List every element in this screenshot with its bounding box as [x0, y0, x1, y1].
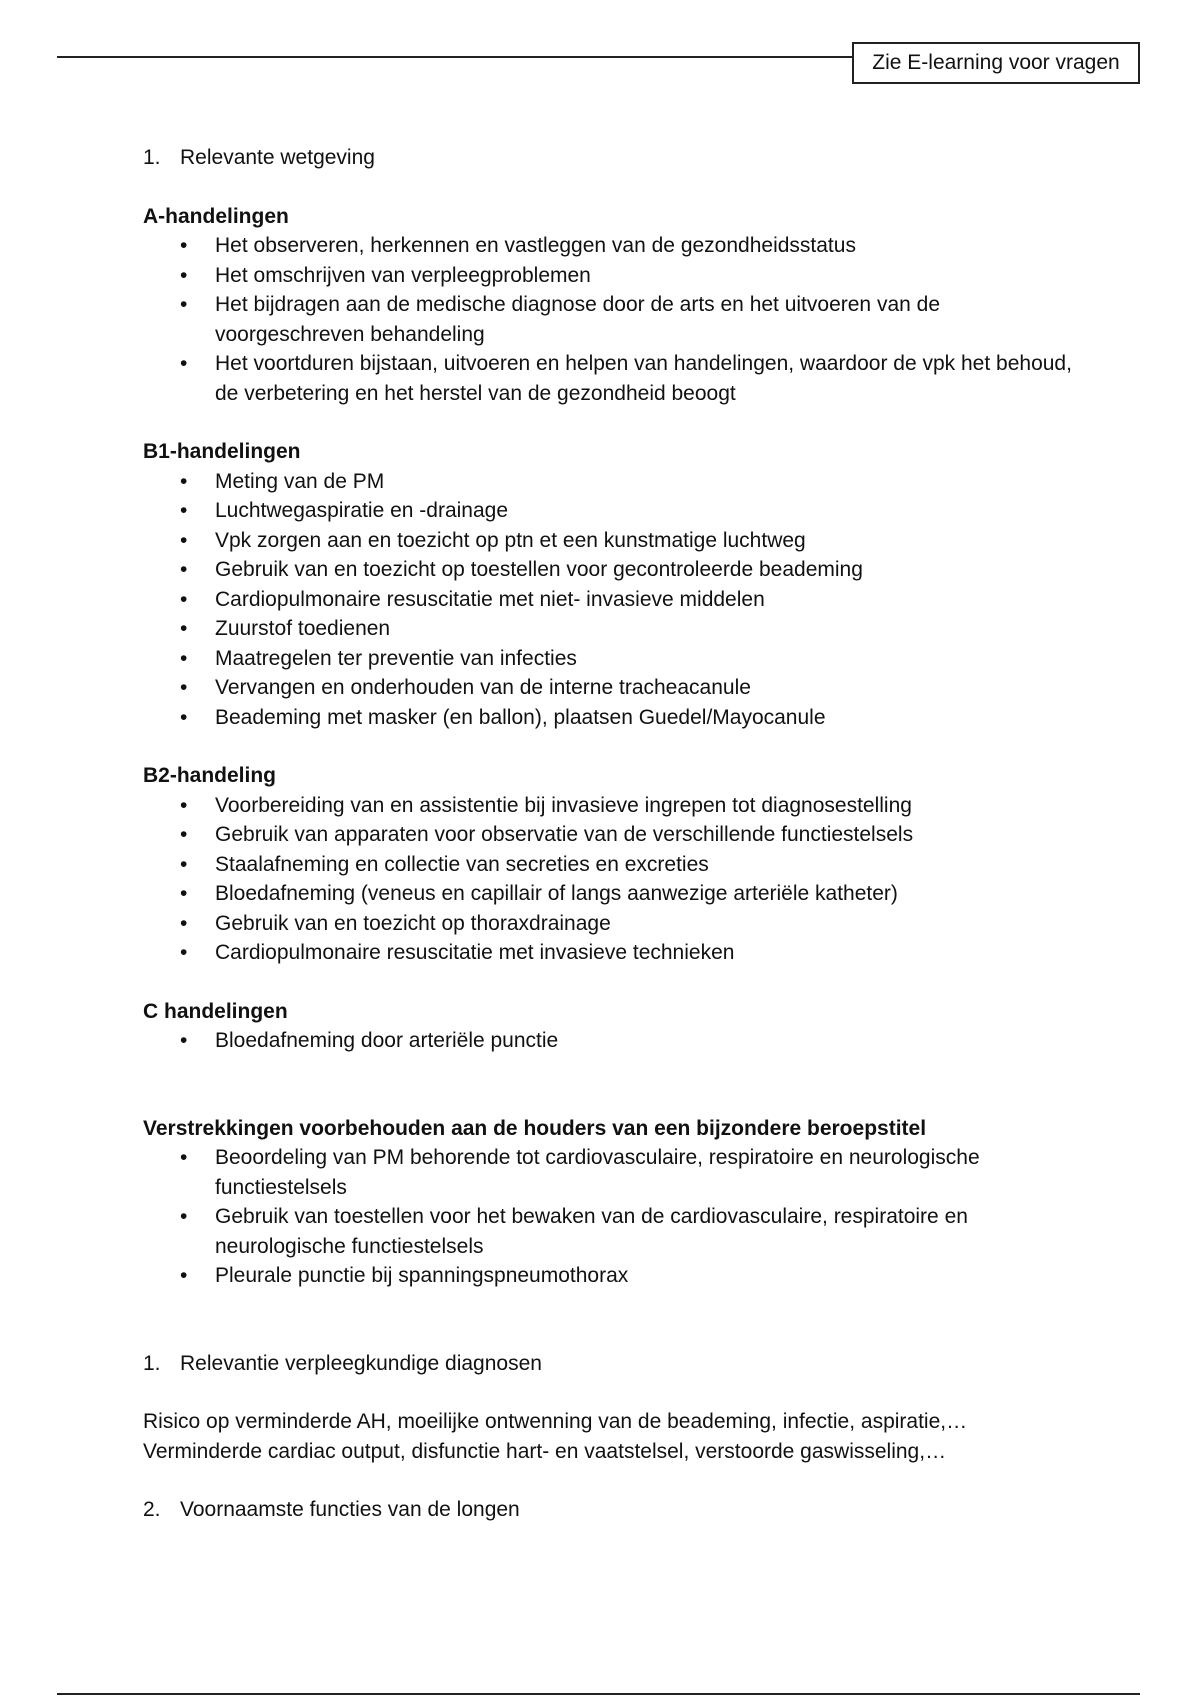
list-item: • Beoordeling van PM behorende tot cardiovasculaire, respiratoire en neurologische functiestelsels — [215, 1143, 1093, 1202]
section-number: 1. — [143, 1351, 161, 1375]
section-number: 1. — [143, 146, 161, 169]
list-bijzondere-beroepstitel — [143, 1143, 1093, 1291]
heading-a-handelingen: A-handelingen — [143, 204, 289, 228]
diagnoses-line: Risico op verminderde AH, moeilijke ontwenning van de beademing, infectie, aspiratie,… — [143, 1410, 968, 1433]
heading-b1-handelingen: B1-handelingen — [143, 440, 301, 463]
list-item: • Cardiopulmonaire resuscitatie met invasieve technieken — [215, 938, 1093, 968]
list-item: • Vpk zorgen aan en toezicht op ptn et een kunstmatige luchtweg — [215, 526, 1093, 556]
list-item: • Het observeren, herkennen en vastleggen van de gezondheidsstatus — [215, 231, 1093, 261]
footer-rule — [57, 1693, 1140, 1695]
list-item: • Beademing met masker (en ballon), plaatsen Guedel/Mayocanule — [215, 703, 1093, 733]
list-item: • Het omschrijven van verpleegproblemen — [215, 261, 1093, 291]
list-item: • Maatregelen ter preventie van infecties — [215, 644, 1093, 674]
list-item: • Gebruik van en toezicht op thoraxdrainage — [215, 909, 1093, 939]
section-number: 2. — [143, 1498, 161, 1521]
list-item: • Pleurale punctie bij spanningspneumothorax — [215, 1261, 1093, 1291]
list-item: • Gebruik van en toezicht op toestellen voor gecontroleerde beademing — [215, 555, 1093, 585]
list-item: • Het bijdragen aan de medische diagnose door de arts en het uitvoeren van de voorgeschreven behandeling — [215, 290, 1093, 349]
diagnoses-line: Verminderde cardiac output, disfunctie hart- en vaatstelsel, verstoorde gaswisseling,… — [143, 1439, 947, 1463]
heading-bijzondere-beroepstitel: Verstrekkingen voorbehouden aan de houders van een bijzondere beroepstitel — [143, 1116, 927, 1140]
list-c-handelingen — [143, 1026, 1093, 1056]
section-title: Voornaamste functies van de longen — [180, 1498, 520, 1521]
list-a-handelingen — [143, 231, 1093, 408]
list-b1-handelingen — [143, 467, 1093, 733]
heading-b2-handeling: B2-handeling — [143, 764, 277, 787]
section-title-relevante-wetgeving — [143, 143, 1093, 173]
heading-c-handelingen: C handelingen — [143, 999, 288, 1023]
list-item: • Zuurstof toedienen — [215, 614, 1093, 644]
list-item: • Voorbereiding van en assistentie bij invasieve ingrepen tot diagnosestelling — [215, 791, 1093, 821]
header-note-box: Zie E-learning voor vragen — [852, 42, 1140, 84]
section-title-verpleegkundige-diagnosen — [143, 1349, 1093, 1379]
list-item: • Bloedafneming (veneus en capillair of langs aanwezige arteriële katheter) — [215, 879, 1093, 909]
list-item: • Luchtwegaspiratie en -drainage — [215, 496, 1093, 526]
list-item: • Het voortduren bijstaan, uitvoeren en helpen van handelingen, waardoor de vpk het behoud, de verbetering en het herstel van de gezondheid beoogt — [215, 349, 1093, 408]
list-item: • Gebruik van toestellen voor het bewaken van de cardiovasculaire, respiratoire en neurologische functiestelsels — [215, 1202, 1093, 1261]
list-item: • Cardiopulmonaire resuscitatie met niet- invasieve middelen — [215, 585, 1093, 615]
list-item: • Staalafneming en collectie van secreties en excreties — [215, 850, 1093, 880]
section-title: Relevante wetgeving — [180, 146, 375, 169]
list-item: • Gebruik van apparaten voor observatie van de verschillende functiestelsels — [215, 820, 1093, 850]
document-body — [143, 143, 1093, 1525]
list-item: • Meting van de PM — [215, 467, 1093, 497]
list-item: • Vervangen en onderhouden van de interne tracheacanule — [215, 673, 1093, 703]
list-b2-handeling — [143, 791, 1093, 968]
list-item: • Bloedafneming door arteriële punctie — [215, 1026, 1093, 1056]
section-title: Relevantie verpleegkundige diagnosen — [180, 1351, 542, 1375]
section-title-functies-longen — [143, 1495, 1093, 1525]
